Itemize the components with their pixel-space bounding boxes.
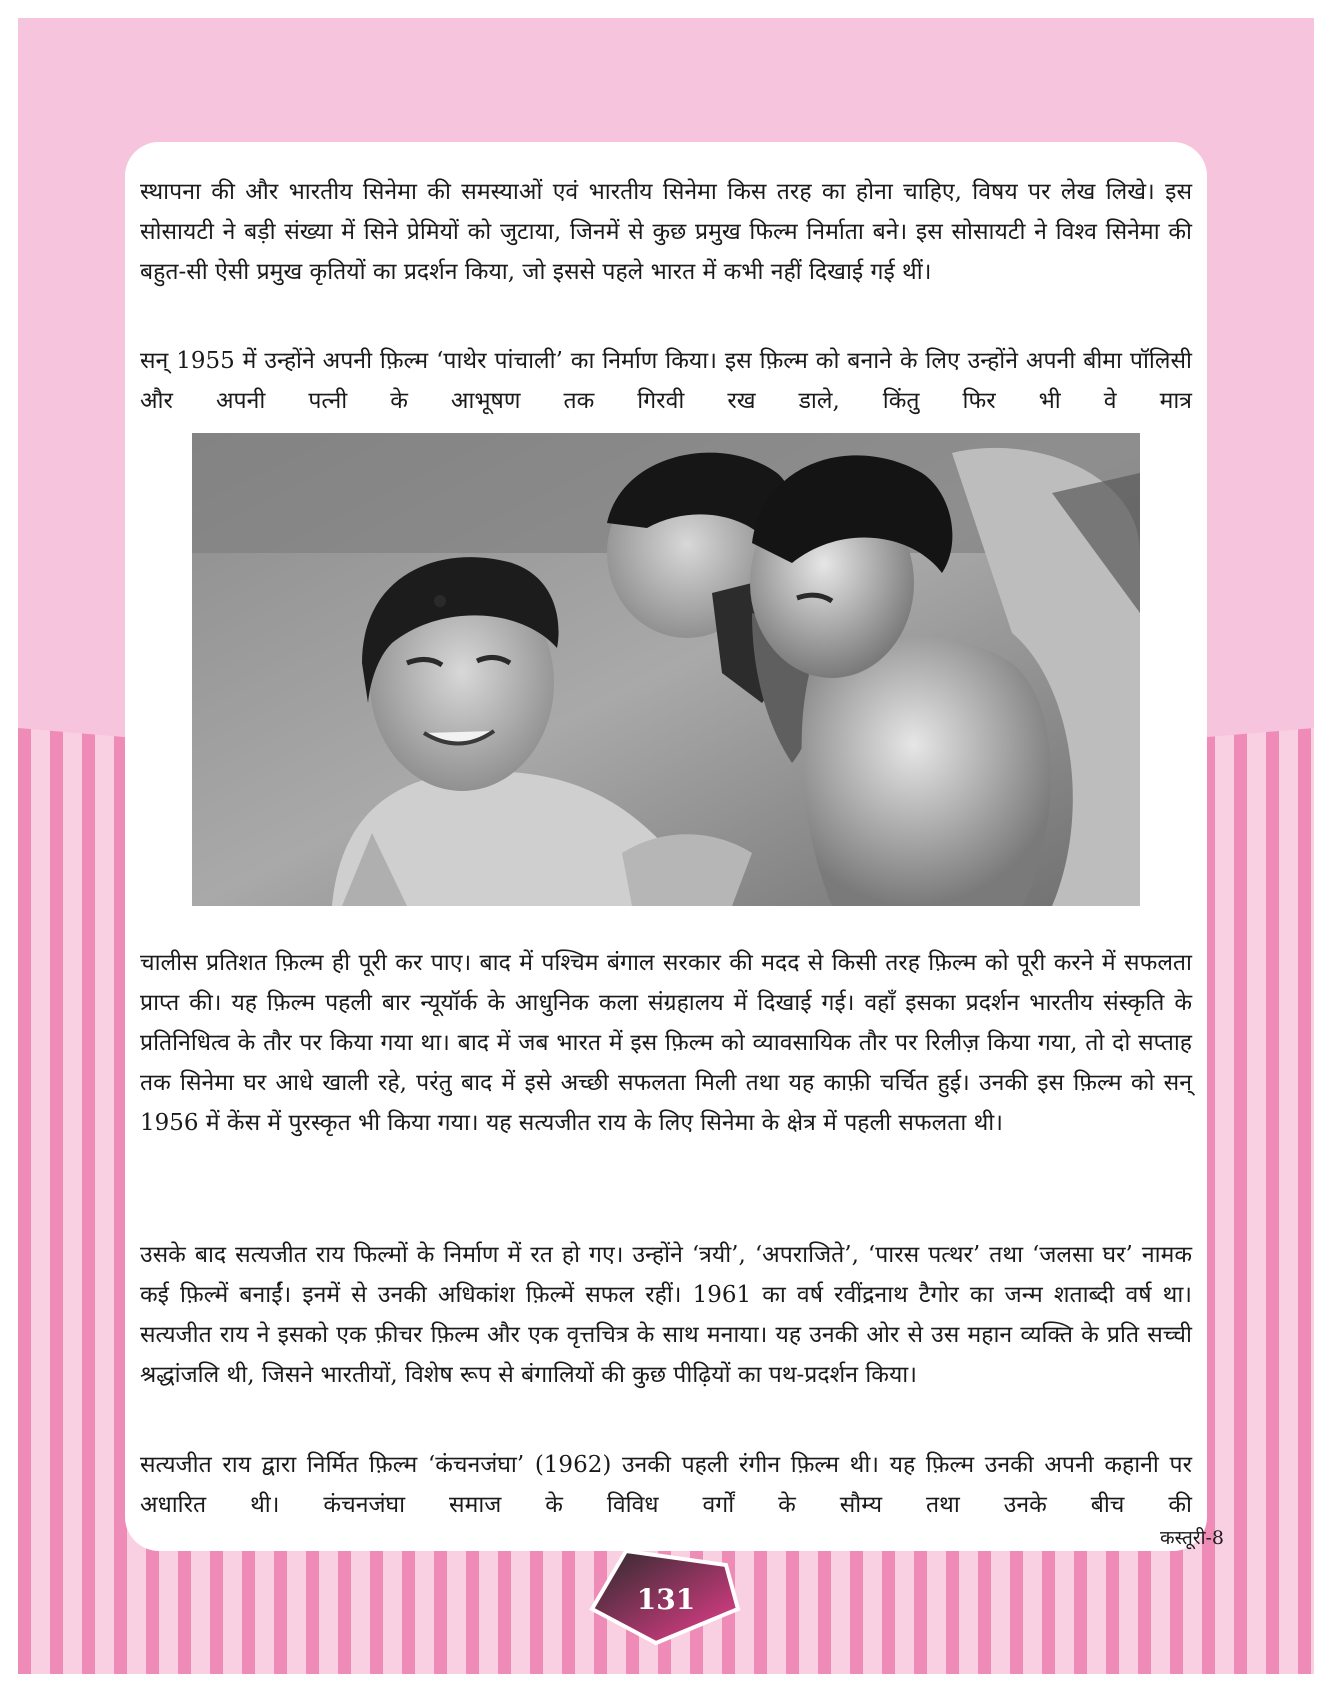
paragraph-pather-panchali-intro: सन् 1955 में उन्होंने अपनी फ़िल्म ‘पाथेर पांचाली’ का निर्माण किया। इस फ़िल्म को बनाने के लिए उन्होंने अपनी बीमा पॉलिसी और अपनी पत्नी के आभूषण तक गिरवी रख डाले, किंतु फिर भी वे मात्र bbox=[140, 348, 1192, 414]
paragraph-release-success: चालीस प्रतिशत फ़िल्म ही पूरी कर पाए। बाद में पश्चिम बंगाल सरकार की मदद से किसी तरह फ़िल्म को पूरी करने में सफलता प्राप्त की। यह फ़िल्म पहली बार न्यूयॉर्क के आधुनिक कला संग्रहालय में दिखाई गई। वहाँ इसका प्रदर्शन भारतीय संस्कृति के प्रतिनिधित्व के तौर पर किया गया था। बाद में जब भारत में इस फ़िल्म को व्यावसायिक तौर पर रिलीज़ किया गया, तो दो सप्ताह तक सिनेमा घर आधे खाली रहे, परंतु बाद में इसे अच्छी सफलता मिली तथा यह काफ़ी चर्चित हुई। उनकी इस फ़िल्म को सन् 1956 में केंस में पुरस्कृत भी किया गया। यह सत्यजीत राय के लिए सिनेमा के क्षेत्र में पहली सफलता थी। bbox=[140, 950, 1192, 1136]
page-number: 131 bbox=[636, 1583, 696, 1616]
film-still-photo bbox=[192, 433, 1140, 906]
page-number-badge bbox=[586, 1547, 746, 1647]
book-series-label: कस्तूरी-8 bbox=[1159, 1527, 1224, 1549]
paragraph-kanchenjungha: सत्यजीत राय द्वारा निर्मित फ़िल्म ‘कंचनजंघा’ (1962) उनकी पहली रंगीन फ़िल्म थी। यह फ़िल्म उनकी अपनी कहानी पर अधारित थी। कंचनजंघा समाज के विविध वर्गों के सौम्य तथा उनके बीच की bbox=[140, 1452, 1192, 1518]
paragraph-society: स्थापना की और भारतीय सिनेमा की समस्याओं एवं भारतीय सिनेमा किस तरह का होना चाहिए, विषय पर लेख लिखे। इस सोसायटी ने बड़ी संख्या में सिने प्रेमियों को जुटाया, जिनमें से कुछ प्रमुख फिल्म निर्माता बने। इस सोसायटी ने विश्व सिनेमा की बहुत-सी ऐसी प्रमुख कृतियों का प्रदर्शन किया, जो इससे पहले भारत में कभी नहीं दिखाई गई थीं। bbox=[140, 179, 1192, 285]
paragraph-later-films: उसके बाद सत्यजीत राय फिल्मों के निर्माण में रत हो गए। उन्होंने ‘त्रयी’, ‘अपराजिते’, ‘पारस पत्थर’ तथा ‘जलसा घर’ नामक कई फ़िल्में बनाईं। इनमें से उनकी अधिकांश फ़िल्में सफल रहीं। 1961 का वर्ष रवींद्रनाथ टैगोर का जन्म शताब्दी वर्ष था। सत्यजीत राय ने इसको एक फ़ीचर फ़िल्म और एक वृत्तचित्र के साथ मनाया। यह उनकी ओर से उस महान व्यक्ति के प्रति सच्ची श्रद्धांजलि थी, जिसने भारतीयों, विशेष रूप से बंगालियों की कुछ पीढ़ियों का पथ-प्रदर्शन किया। bbox=[140, 1242, 1192, 1388]
